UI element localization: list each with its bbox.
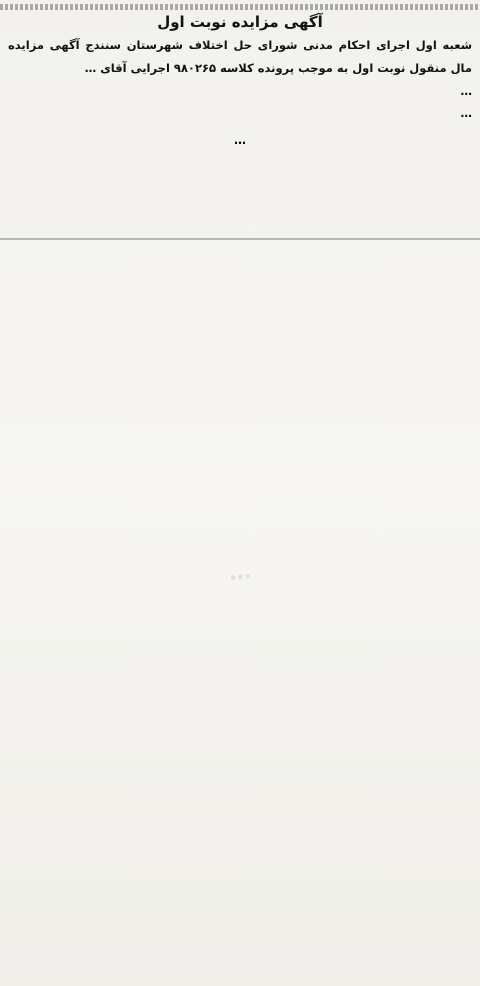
notice-title: آگهی مزایده نوبت اول [157,13,323,31]
top-border-strip [0,4,480,10]
notice-body [8,34,472,125]
notice-paragraph-1: شعبه اول اجرای احکام مدنی شورای حل اختلاف شهرستان سنندج آگهی مزایده مال منقول نوبت اول به موجب پرونده کلاسه ۹۸۰۲۶۵ اجرایی آقای … [8,38,472,75]
notice-footer: … [234,133,246,148]
notice-paragraph-3: … [460,106,472,121]
watermark: … [227,558,253,587]
page-seam-divider [0,238,480,240]
notice-paragraph-2: … [460,83,472,98]
